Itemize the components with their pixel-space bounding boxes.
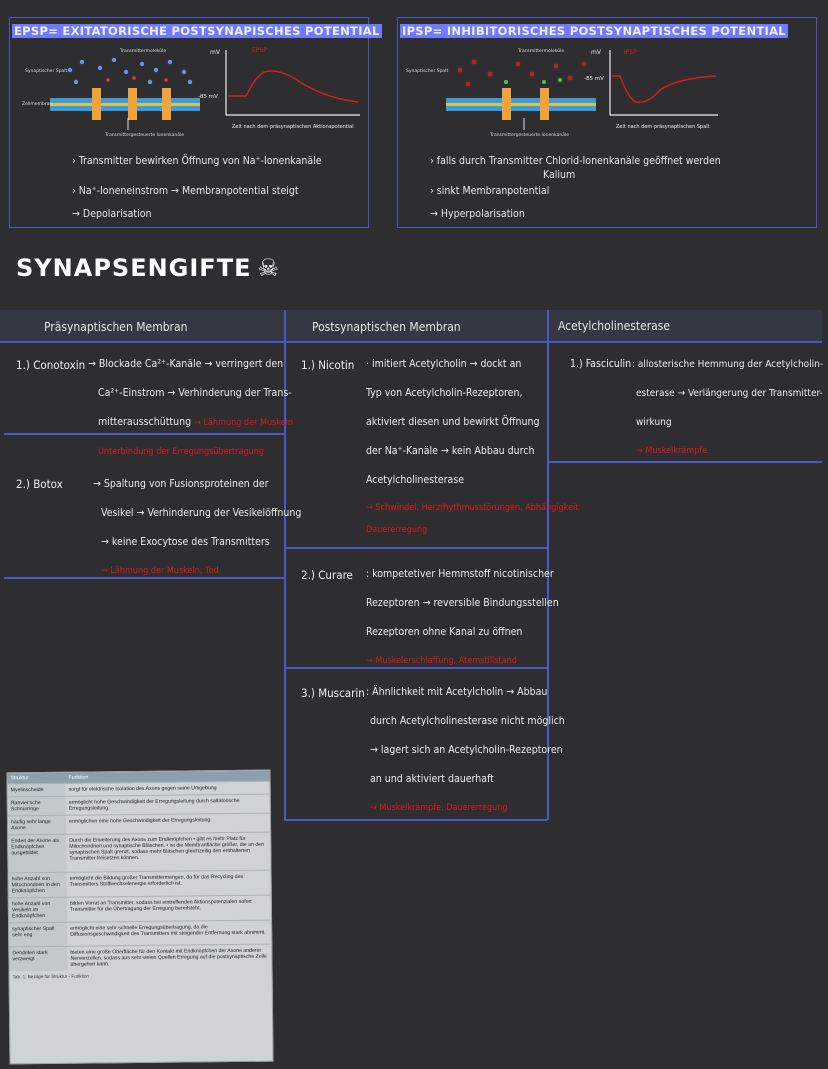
epsp-bullet-3: → Depolarisation [72,208,152,220]
table-row: synaptischer Spalt sehr eng ermöglicht eine sehr schnelle Erregungsübertragung, da die Diffusionsgeschwindigkeit des Transmitters mit steigender Entfernung stark abnimmt. [9,920,271,947]
ipsp-label-channel: Transmittergesteuerte Ionenkanäle [490,133,569,138]
post-3-text: : Ähnlichkeit mit Acetylcholin → Abbau durch Acetylcholinesterase nicht möglich → lagert sich an Acetylcholin-Rezeptoren an und aktiviert dauerhaft → Muskelkrämpfe, Dauererregung [366,686,565,813]
table-row: hohe Anzahl von Mitochondrien in den Endknöpfchen ermöglicht die Bildung großer Transmittermengen, da für das Recycling des Transmitters Stoffwechselenergie erforderlich ist. [9,870,271,898]
pre-1-title: 1.) Conotoxin [16,358,86,372]
ache-1-text: : allosterische Hemmung der Acetylcholin- esterase → Verlängerung der Transmitter- wirkung → Muskelkrämpfe [632,359,824,456]
epsp-label-rest: -85 mV [198,94,218,100]
ipsp-label-time: Zeit nach dem präsynaptischen Spalt [616,124,710,130]
table-header-funktion: Funktion [65,771,269,784]
table-row: Myelinscheide sorgt für elektrische Isolation des Axons gegen seine Umgebung [8,781,270,797]
epsp-label-membran: Zellmembran [22,102,53,107]
post-1-title: 1.) Nicotin [301,358,355,372]
ipsp-label-spalt: Synaptischer Spalt [406,69,449,74]
pre-2-title: 2.) Botox [16,477,63,491]
epsp-label-time: Zeit nach dem präsynaptischen Aktionspotential [232,124,354,130]
ipsp-diagram [398,40,814,150]
pre-2-text: → Spaltung von Fusionsproteinen der Vesikel → Verhinderung der Vesikelöffnung → keine Exocytose des Transmitters → Lähmung der Muskeln, Tod [93,478,302,576]
ache-1-title: 1.) Fasciculin [570,358,632,370]
ipsp-label-peak: IPSP [624,49,637,56]
pre-1-text: → Blockade Ca²⁺-Kanäle → verringert den Ca²⁺-Einstrom → Verhinderung der Trans- mitterausschüttung → Lähmung der Muskeln Unterbindung der Erregungsübertragung [88,358,294,457]
ipsp-box [397,17,817,228]
column-header-pre: Präsynaptischen Membran [44,320,188,334]
ipsp-bullet-1: › falls durch Transmitter Chlorid-Ionenkanäle geöffnet werden [430,155,721,167]
table-row: Enden der Axone als Endknöpfchen ausgebildet Durch die Erweiterung des Axons zum Endknöpfchen • gibt es mehr Platz für Mitochondrien und synaptische Bläschen. • ist die Membranfläche größer, die an den synaptischen Spalt grenzt, sodass mehr Bläschen gleichzeitig den enthaltenen Transmitter freisetzen können. [8,832,270,873]
epsp-diagram [10,40,366,150]
textbook-table-photo [6,770,273,1065]
skull-crossbones-icon: ☠ [257,254,280,282]
ipsp-bullet-2: › sinkt Membranpotential [430,185,550,197]
ipsp-label-transmitter: Transmittermoleküle [518,49,565,54]
column-header-post: Postsynaptischen Membran [312,320,461,334]
epsp-title: EPSP= EXITATORISCHE POSTSYNAPISCHES POTENTIAL [14,24,380,38]
epsp-box [9,17,380,228]
post-3-title: 3.) Muscarin [301,686,365,700]
table-row: hohe Anzahl von Vesikeln im Endknöpfchen bilden Vorrat an Transmitter, sodass bei eintreffenden Aktionspotenzialen sofort Transmitter für die Übertragung der Erregung bereitsteht. [9,895,271,923]
table-row: Ranvier'sche Schnürringe ermöglicht hohe Geschwindigkeit der Erregungsleitung durch saltatorische Erregungsleitung. [8,794,270,816]
post-2-title: 2.) Curare [301,568,353,582]
post-1-text: · imitiert Acetylcholin → dockt an Typ von Acetylcholin-Rezeptoren, aktiviert diesen und bewirkt Öffnung der Na⁺-Kanäle → kein Abbau durch Acetylcholinesterase → Schwindel, Herzrhythmusstörungen, Abhängigkeit Dauererregung [366,358,579,535]
epsp-label-spalt: Synaptischer Spalt [25,69,68,74]
ipsp-label-mv: mV [591,49,601,56]
epsp-bullet-2: › Na⁺-Ioneneinstrom → Membranpotential steigt [72,185,299,197]
epsp-label-channel: Transmittergesteuerte Ionenkanäle [105,133,184,138]
post-2-text: : kompetetiver Hemmstoff nicotinischer Rezeptoren → reversible Bindungsstellen Rezeptoren ohne Kanal zu öffnen → Muskelerschlaffung, Atemstillstand [366,568,559,666]
table-row: häufig sehr lange Axone ermöglichen eine hohe Geschwindigkeit der Erregungsleitung. [8,813,270,835]
ipsp-title: IPSP= INHIBITORISCHES POSTSYNAPTISCHES POTENTIAL [402,24,786,38]
table-header-struktur: Struktur [7,773,65,784]
ipsp-label-rest: -85 mV [584,76,604,82]
column-header-ache: Acetylcholinesterase [558,319,671,333]
structure-function-table [7,771,271,972]
heading-text: SYNAPSENGIFTE [16,254,252,282]
table-caption: Tab. 1: Bezüge für Struktur - Funktion [12,973,89,980]
ipsp-bullet-kalium: Kalium [543,169,576,181]
synapsengifte-heading [16,254,280,282]
epsp-label-mv: mV [210,49,220,56]
epsp-label-transmitter: Transmittermoleküle [120,49,167,54]
ipsp-bullet-3: → Hyperpolarisation [430,208,525,220]
epsp-label-peak: EPSP [252,47,267,54]
epsp-bullet-1: › Transmitter bewirken Öffnung von Na⁺-Ionenkanäle [72,155,322,167]
table-row: Dendriten stark verzweigt bieten eine große Oberfläche für den Kontakt mit Endknöpfchen der Axone anderer Nervenzellen, sodass aus sehr vielen Quellen Erregung auf die postsynaptische Zelle übergehen kann. [9,944,271,971]
